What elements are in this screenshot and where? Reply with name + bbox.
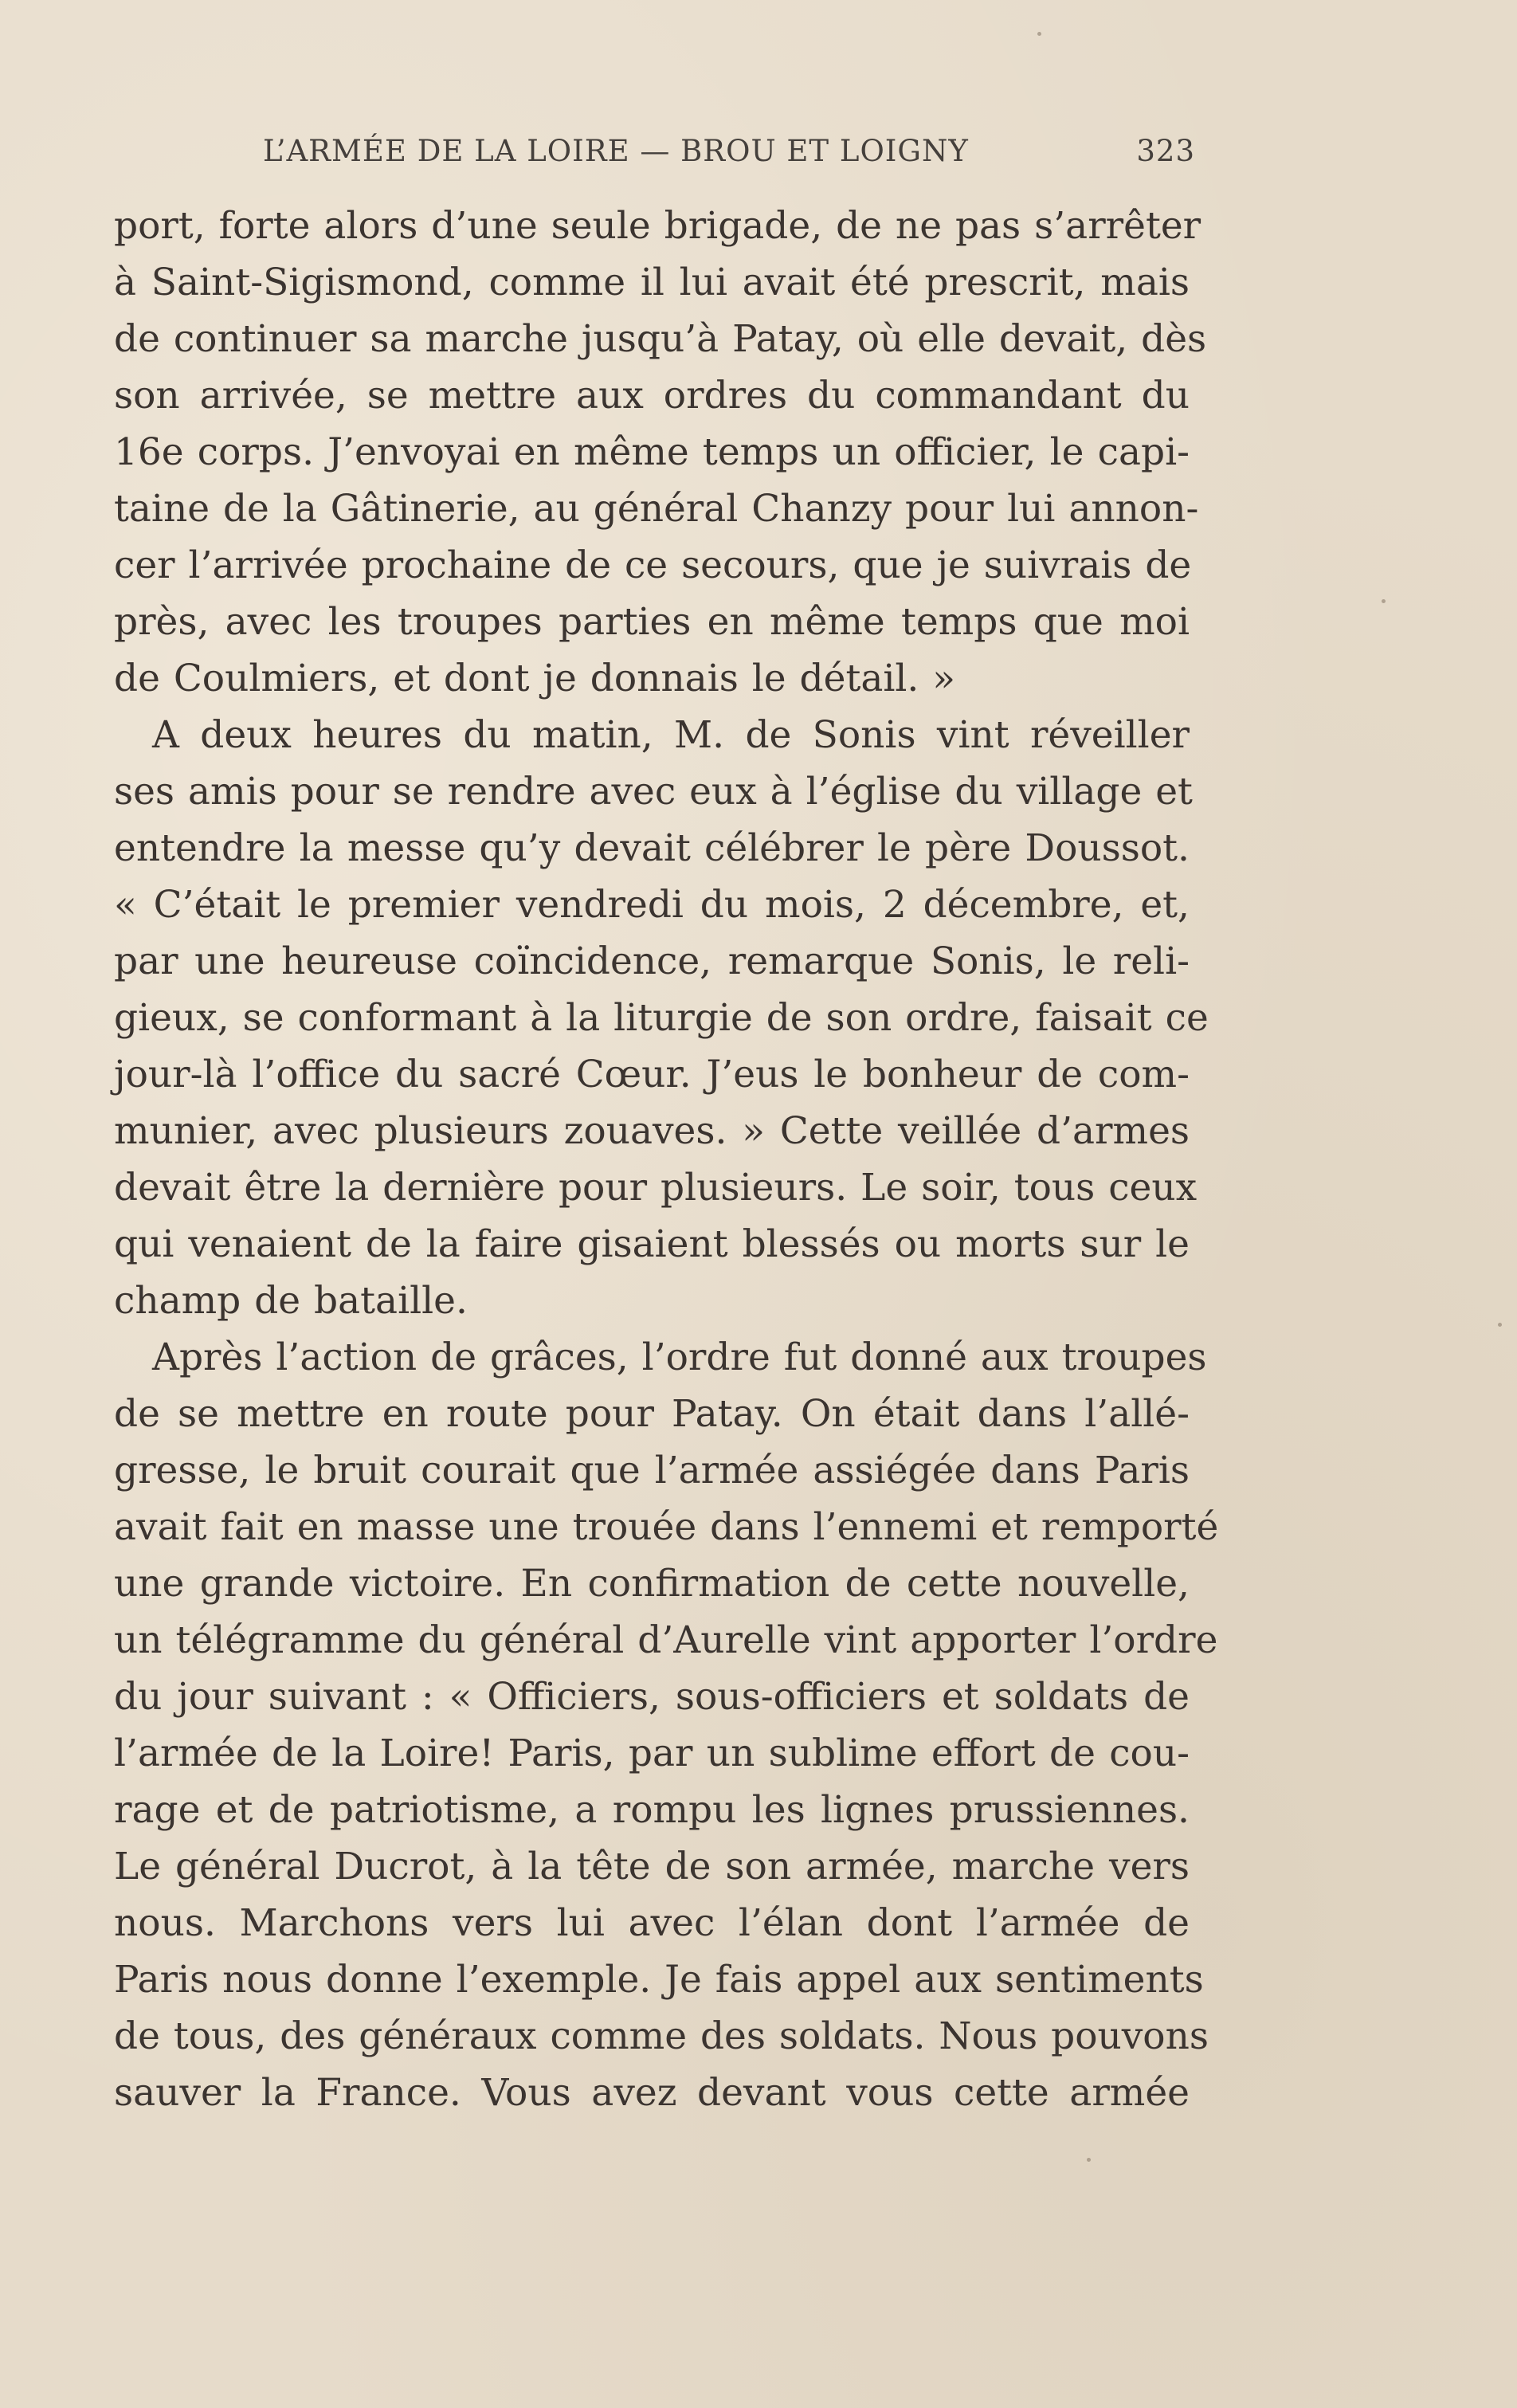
text-line: cer l’arrivée prochaine de ce secours, que je suivrais de: [114, 543, 1192, 587]
paper-speck: [1382, 599, 1386, 603]
text-line: entendre la messe qu’y devait célébrer le père Doussot.: [114, 826, 1190, 870]
text-line: une grande victoire. En confirmation de cette nouvelle,: [114, 1562, 1190, 1606]
text-line: de continuer sa marche jusqu’à Patay, où elle devait, dès: [114, 317, 1207, 361]
text-line: de tous, des généraux comme des soldats. Nous pouvons: [114, 2014, 1209, 2058]
paper-speck: [1498, 1323, 1502, 1327]
text-line: munier, avec plusieurs zouaves. » Cette veillée d’armes: [114, 1109, 1190, 1153]
text-line: près, avec les troupes parties en même temps que moi: [114, 600, 1190, 644]
text-line: 16e corps. J’envoyai en même temps un officier, le capi-: [114, 430, 1190, 474]
text-line: nous. Marchons vers lui avec l’élan dont l’armée de: [114, 1901, 1190, 1945]
text-line: par une heureuse coïncidence, remarque Sonis, le reli-: [114, 939, 1190, 983]
text-line: port, forte alors d’une seule brigade, de ne pas s’arrêter: [114, 204, 1201, 248]
text-line: son arrivée, se mettre aux ordres du commandant du: [114, 374, 1190, 418]
text-line: champ de bataille.: [114, 1279, 468, 1323]
text-line: à Saint-Sigismond, comme il lui avait été prescrit, mais: [114, 261, 1190, 304]
text-line: ses amis pour se rendre avec eux à l’église du village et: [114, 770, 1193, 814]
text-line: qui venaient de la faire gisaient blessés ou morts sur le: [114, 1222, 1190, 1266]
text-line: gresse, le bruit courait que l’armée assiégée dans Paris: [114, 1449, 1190, 1492]
text-line: rage et de patriotisme, a rompu les lignes prussiennes.: [114, 1788, 1190, 1832]
text-line: avait fait en masse une trouée dans l’ennemi et remporté: [114, 1505, 1219, 1549]
text-line: de Coulmiers, et dont je donnais le détail. »: [114, 657, 956, 700]
text-line: jour-là l’office du sacré Cœur. J’eus le bonheur de com-: [114, 1053, 1190, 1096]
text-line: gieux, se conformant à la liturgie de son ordre, faisait ce: [114, 996, 1209, 1040]
paragraph-start-line: A deux heures du matin, M. de Sonis vint réveiller: [152, 713, 1190, 757]
text-line: sauver la France. Vous avez devant vous cette armée: [114, 2071, 1190, 2115]
text-line: l’armée de la Loire! Paris, par un sublime effort de cou-: [114, 1731, 1190, 1775]
running-header: [263, 134, 1195, 172]
page-number: 323: [1136, 134, 1195, 168]
paragraph-start-line: Après l’action de grâces, l’ordre fut donné aux troupes: [152, 1335, 1207, 1379]
paper-speck: [1087, 2158, 1091, 2162]
paper-speck: [1037, 32, 1041, 36]
text-line: devait être la dernière pour plusieurs. Le soir, tous ceux: [114, 1166, 1198, 1210]
text-line: de se mettre en route pour Patay. On était dans l’allé-: [114, 1392, 1190, 1436]
text-line: un télégramme du général d’Aurelle vint apporter l’ordre: [114, 1618, 1218, 1662]
body-text: [114, 198, 1219, 2121]
text-line: du jour suivant : « Officiers, sous-officiers et soldats de: [114, 1675, 1190, 1719]
text-line: « C’était le premier vendredi du mois, 2 décembre, et,: [114, 883, 1190, 927]
text-line: Le général Ducrot, à la tête de son armée, marche vers: [114, 1845, 1190, 1888]
running-title: L’ARMÉE DE LA LOIRE — BROU ET LOIGNY: [263, 134, 969, 168]
text-line: taine de la Gâtinerie, au général Chanzy pour lui annon-: [114, 487, 1199, 531]
text-line: Paris nous donne l’exemple. Je fais appel aux sentiments: [114, 1958, 1204, 2002]
